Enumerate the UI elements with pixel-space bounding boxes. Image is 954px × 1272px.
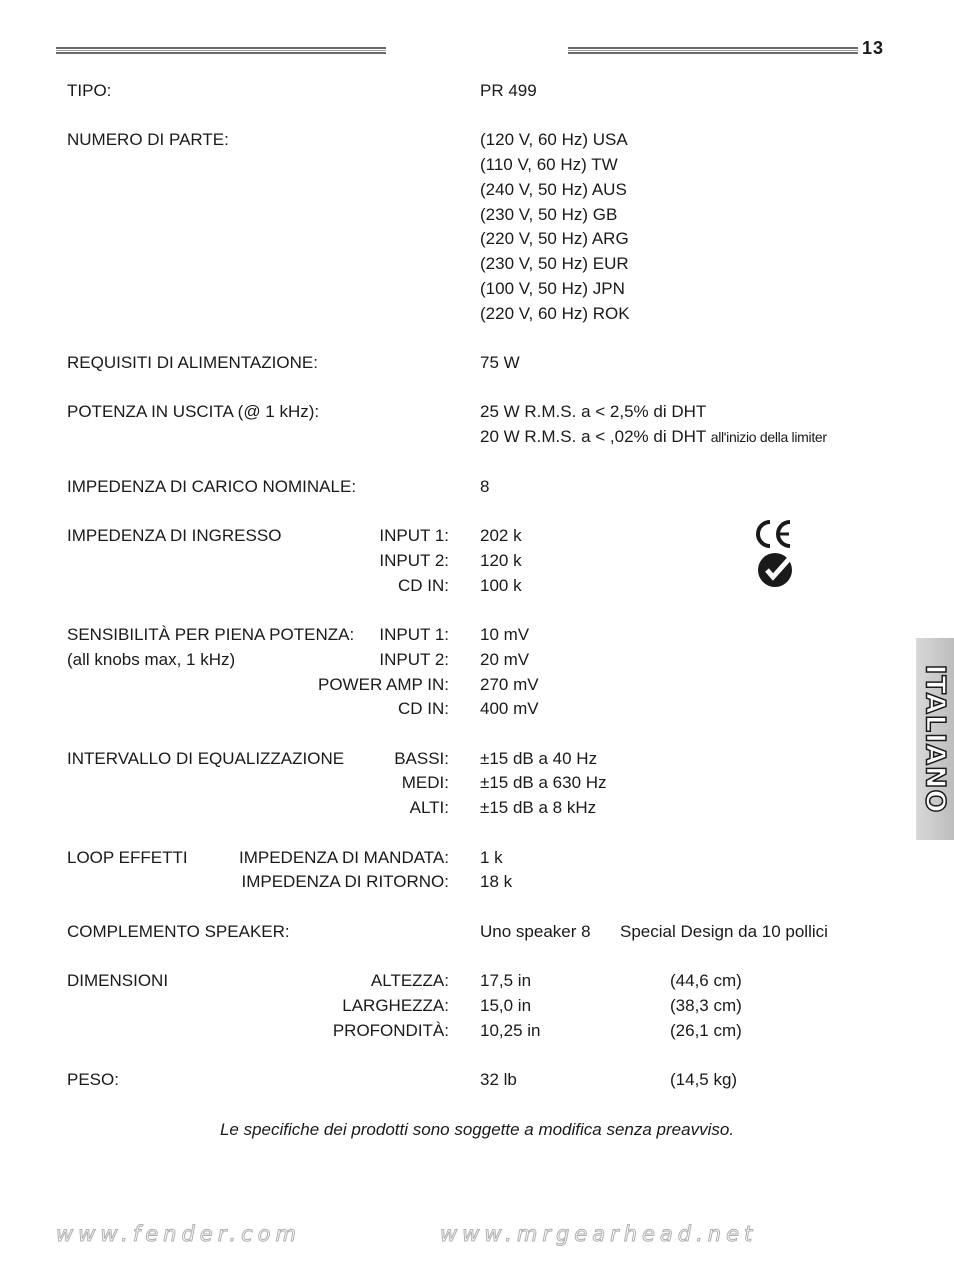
loop-value: 1 k [480, 848, 503, 867]
carico-label: IMPEDENZA DI CARICO NOMINALE: [67, 477, 357, 496]
dimensioni-label: DIMENSIONI [67, 971, 169, 990]
sensibilita-value: 10 mV [480, 625, 530, 644]
ingresso-sub: INPUT 2: [379, 551, 449, 570]
sensibilita-sub: POWER AMP IN: [318, 675, 449, 694]
numero-value: (120 V, 60 Hz) USA [480, 130, 628, 149]
footer-url-left: www.fender.com [56, 1222, 301, 1246]
ingresso-sub: CD IN: [398, 576, 449, 595]
peso-label: PESO: [67, 1070, 119, 1089]
numero-value: (220 V, 60 Hz) ROK [480, 304, 630, 323]
sensibilita-value: 20 mV [480, 650, 530, 669]
numero-label: NUMERO DI PARTE: [67, 130, 229, 149]
sensibilita-label-2: (all knobs max, 1 kHz) [67, 650, 236, 669]
ingresso-sub: INPUT 1: [379, 526, 449, 545]
ce-mark-icon [754, 518, 796, 550]
sensibilita-value: 400 mV [480, 699, 539, 718]
numero-value: (100 V, 50 Hz) JPN [480, 279, 625, 298]
sensibilita-label: SENSIBILITÀ PER PIENA POTENZA: [67, 625, 355, 644]
equalizzazione-label: INTERVALLO DI EQUALIZZAZIONE [67, 749, 345, 768]
loop-sub: IMPEDENZA DI MANDATA: [238, 848, 449, 867]
equalizzazione-value: ±15 dB a 8 kHz [480, 798, 597, 817]
ingresso-label: IMPEDENZA DI INGRESSO [67, 526, 282, 545]
language-tab [916, 638, 954, 840]
requisiti-value: 75 W [480, 353, 520, 372]
speaker-value-b: Special Design da 10 pollici [620, 922, 828, 941]
language-tab-label: ITALIANO [919, 664, 951, 814]
dimensioni-metric: (44,6 cm) [670, 971, 742, 990]
potenza-value-2: 20 W R.M.S. a < ,02% di DHT all'inizio della limiter [480, 427, 827, 446]
dimensioni-sub: PROFONDITÀ: [332, 1021, 449, 1040]
numero-value: (230 V, 50 Hz) EUR [480, 254, 629, 273]
header-rule-right [568, 47, 858, 54]
numero-value: (110 V, 60 Hz) TW [480, 155, 618, 174]
numero-value: (240 V, 50 Hz) AUS [480, 180, 627, 199]
tipo-label: TIPO: [67, 81, 112, 100]
speaker-label: COMPLEMENTO SPEAKER: [67, 922, 290, 941]
equalizzazione-value: ±15 dB a 40 Hz [480, 749, 598, 768]
dimensioni-metric: (26,1 cm) [670, 1021, 742, 1040]
tipo-value: PR 499 [480, 81, 537, 100]
dimensioni-metric: (38,3 cm) [670, 996, 742, 1015]
dimensioni-sub: ALTEZZA: [370, 971, 449, 990]
header-rule-left [56, 47, 386, 54]
equalizzazione-sub: BASSI: [394, 749, 449, 768]
ingresso-value: 120 k [480, 551, 522, 570]
potenza-value-1: 25 W R.M.S. a < 2,5% di DHT [480, 402, 707, 421]
equalizzazione-sub: MEDI: [401, 773, 449, 792]
ingresso-value: 100 k [480, 576, 522, 595]
page-number: 13 [862, 38, 885, 58]
sensibilita-sub: CD IN: [398, 699, 449, 718]
ingresso-value: 202 k [480, 526, 522, 545]
sensibilita-sub: INPUT 2: [379, 650, 449, 669]
equalizzazione-sub: ALTI: [409, 798, 449, 817]
dimensioni-value: 15,0 in [480, 996, 532, 1015]
dimensioni-value: 17,5 in [480, 971, 532, 990]
loop-sub: IMPEDENZA DI RITORNO: [241, 872, 449, 891]
peso-value: 32 lb [480, 1070, 517, 1089]
sensibilita-sub: INPUT 1: [379, 625, 449, 644]
c-tick-mark-icon [756, 552, 796, 588]
peso-metric: (14,5 kg) [670, 1070, 738, 1089]
carico-value: 8 [480, 477, 490, 496]
dimensioni-sub: LARGHEZZA: [342, 996, 449, 1015]
footer-url-right: www.mrgearhead.net [440, 1222, 758, 1246]
requisiti-label: REQUISITI DI ALIMENTAZIONE: [67, 353, 318, 372]
numero-value: (220 V, 50 Hz) ARG [480, 229, 629, 248]
dimensioni-value: 10,25 in [480, 1021, 541, 1040]
loop-label: LOOP EFFETTI [67, 848, 188, 867]
speaker-value: Uno speaker 8 [480, 922, 591, 941]
disclaimer-note: Le specifiche dei prodotti sono soggette a modifica senza preavviso. [219, 1120, 735, 1139]
loop-value: 18 k [480, 872, 513, 891]
sensibilita-value: 270 mV [480, 675, 539, 694]
equalizzazione-value: ±15 dB a 630 Hz [480, 773, 607, 792]
potenza-label: POTENZA IN USCITA (@ 1 kHz): [67, 402, 320, 421]
numero-value: (230 V, 50 Hz) GB [480, 205, 618, 224]
